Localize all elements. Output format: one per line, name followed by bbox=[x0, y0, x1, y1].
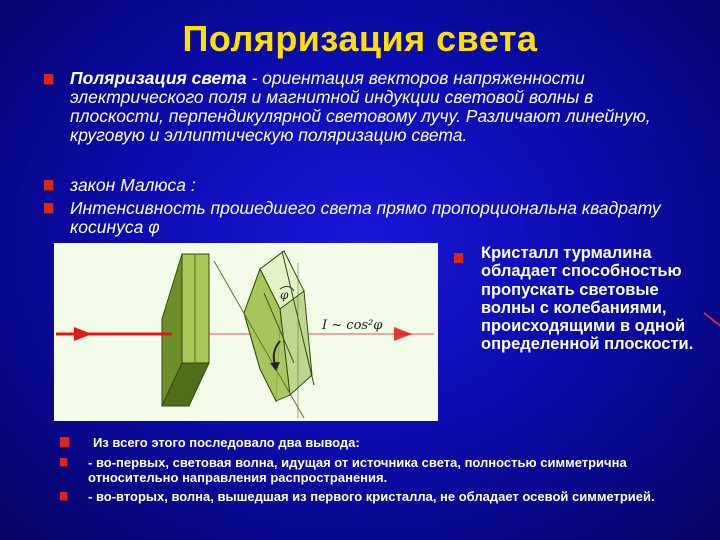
malus-formula: I ~ cos²φ bbox=[322, 318, 383, 333]
polarizer-crystal bbox=[162, 254, 209, 406]
crystal-note: Кристалл турмалина обладает способностью пропускать световые волны с колебаниями, происходящими в одной определенной плоскости. bbox=[481, 244, 694, 354]
bullet-icon bbox=[60, 458, 67, 466]
incident-beam bbox=[56, 327, 172, 341]
bullet-icon bbox=[60, 492, 67, 500]
intro-term: Поляризация света bbox=[70, 68, 247, 88]
slide-title: Поляризация света bbox=[182, 18, 538, 59]
bullet-icon bbox=[60, 437, 69, 447]
analyzer-crystal bbox=[244, 251, 314, 401]
bullet-icon bbox=[44, 180, 53, 190]
conclusion-first: - во-первых, световая волна, идущая от источника света, полностью симметрична относительно направления распространения. bbox=[88, 455, 627, 485]
angle-label: φ bbox=[280, 288, 289, 302]
polarization-figure bbox=[54, 243, 438, 421]
conclusion-second: - во-вторых, волна, вышедшая из первого кристалла, не обладает осевой симметрией. bbox=[88, 489, 655, 504]
bullet-icon bbox=[44, 203, 53, 213]
bullet-icon bbox=[44, 74, 53, 84]
output-beam-arrow bbox=[394, 327, 412, 341]
intro-text: - ориентация векторов напряженности электрического поля и магнитной индукции световой волны в плоскости, перпендикулярной световому лучу. Различают линейную, круговую и эллиптическую поляризацию света. bbox=[70, 68, 651, 145]
malus-statement: Интенсивность прошедшего света прямо пропорциональна квадрату косинуса φ bbox=[70, 198, 661, 237]
malus-heading: закон Малюса : bbox=[70, 175, 196, 195]
intro-paragraph bbox=[70, 69, 690, 145]
bullet-icon bbox=[454, 253, 463, 263]
conclusions-intro: Из всего этого последовало два вывода: bbox=[93, 435, 360, 450]
polarization-diagram bbox=[54, 243, 438, 421]
